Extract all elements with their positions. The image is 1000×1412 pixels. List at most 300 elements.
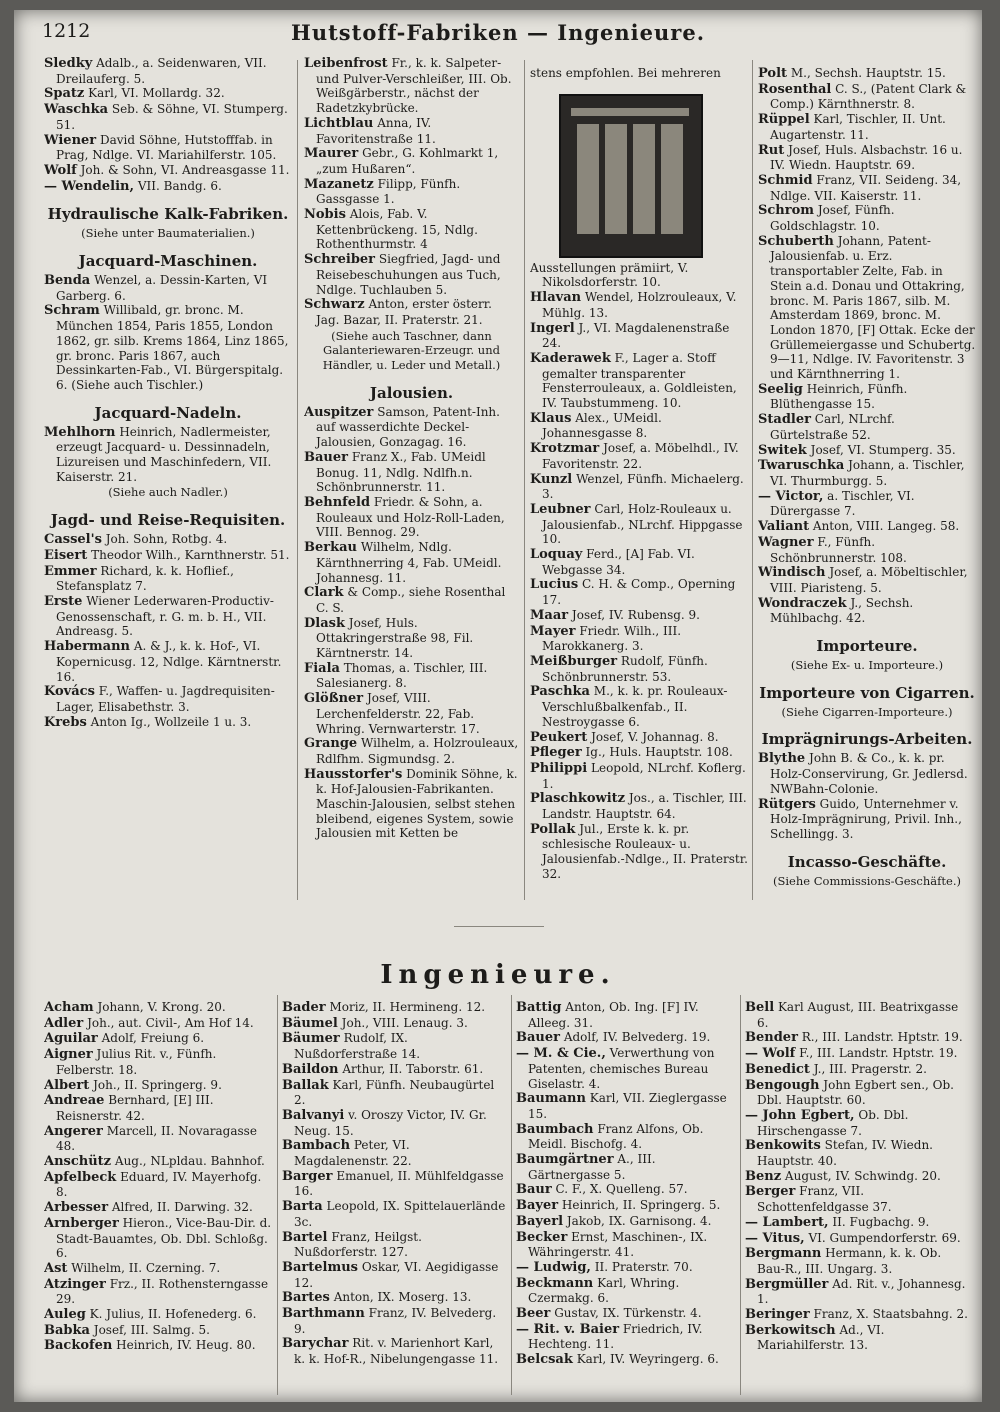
- column-rule: [297, 60, 298, 900]
- entry-name: Barychar: [282, 1336, 349, 1352]
- entry-details: Josef, a. Möbelhdl., IV. Favoritenstr. 22.: [542, 441, 739, 471]
- entry-name: — M. & Cie.,: [516, 1046, 606, 1062]
- entry-details: R., III. Landstr. Hptstr. 19.: [801, 1030, 963, 1045]
- directory-entry: [516, 1091, 736, 1121]
- entry-name: Barger: [282, 1168, 333, 1184]
- directory-entry: [44, 1031, 272, 1047]
- entry-details: Josef, III. Salmg. 5.: [93, 1322, 210, 1337]
- directory-entry: [44, 56, 292, 86]
- entry-details: Verwerthung von Patenten, chemisches Bureau Giselastr. 4.: [528, 1046, 715, 1091]
- entry-name: Auleg: [44, 1307, 86, 1323]
- entry-name: Kunzl: [530, 471, 573, 487]
- directory-entry: [745, 1307, 971, 1323]
- entry-name: Blythe: [758, 751, 806, 767]
- section-heading: Incasso-Geschäfte.: [787, 852, 947, 871]
- directory-entry: [44, 684, 292, 714]
- entry-continuation: stens empfohlen. Bei mehreren: [530, 66, 721, 80]
- directory-entry: [282, 1306, 506, 1336]
- directory-entry: [44, 133, 292, 163]
- directory-entry: [745, 1184, 971, 1214]
- entry-name: Arnberger: [44, 1215, 119, 1231]
- entry-details: Johann, V. Krong. 20.: [97, 1000, 226, 1014]
- entry-name: Wolf: [44, 162, 77, 178]
- entry-name: Bartelmus: [282, 1259, 359, 1275]
- directory-entry: [745, 1078, 971, 1108]
- entry-name: Bauer: [304, 449, 348, 465]
- entry-name: Leibenfrost: [304, 56, 388, 71]
- entry-name: Mehlhorn: [44, 424, 116, 440]
- section-heading: Hydraulische Kalk-Fabriken.: [47, 205, 289, 224]
- entry-name: Twaruschka: [758, 458, 845, 474]
- entry-details: Seb. & Söhne, VI. Stumperg. 51.: [56, 102, 288, 132]
- entry-details: M., Sechsh. Hauptstr. 15.: [790, 66, 946, 80]
- directory-entry: [758, 596, 976, 626]
- directory-entry: [282, 1290, 506, 1306]
- entry-name: Benkowits: [745, 1138, 821, 1154]
- entry-name: Schmid: [758, 172, 813, 188]
- directory-entry: [304, 616, 519, 661]
- directory-entry: [304, 56, 519, 116]
- directory-entry: [304, 297, 519, 327]
- directory-entry: [516, 1046, 736, 1091]
- entry-name: Mazanetz: [304, 176, 374, 192]
- entry-details: Anton, IX. Moserg. 13.: [333, 1290, 472, 1305]
- entry-name: Lichtblau: [304, 115, 374, 131]
- entry-name: — Wolf: [745, 1046, 796, 1062]
- directory-entry: [530, 822, 748, 882]
- directory-entry: [516, 1000, 736, 1030]
- entry-details: Fr., k. k. Salpeter- und Pulver-Verschleißer, III. Ob. Weißgärberstr., nächst der Radetzkybrücke.: [316, 56, 512, 116]
- entry-name: Polt: [758, 66, 788, 81]
- entry-name: Ingerl: [530, 320, 575, 336]
- entry-details: Adalb., a. Seidenwaren, VII. Dreilauferg. 5.: [56, 56, 267, 86]
- directory-entry: [304, 177, 519, 207]
- entry-details: J., VI. Magdalenenstraße 24.: [542, 320, 730, 351]
- section-heading-ingenieure: Ingenieure.: [380, 960, 616, 990]
- directory-entry: [530, 745, 748, 761]
- directory-entry: [44, 639, 292, 684]
- entry-name: Paschka: [530, 684, 590, 700]
- entry-details: Ob. Dbl. Hirschengasse 7.: [757, 1107, 909, 1138]
- directory-entry: [304, 450, 519, 495]
- entry-name: Berkau: [304, 540, 357, 556]
- entry-details: Josef, VIII. Lerchenfelderstr. 22, Fab. Whring. Vernwarterstr. 17.: [316, 691, 480, 736]
- directory-entry: [44, 163, 292, 179]
- entry-name: Anschütz: [44, 1154, 112, 1170]
- entry-name: Leubner: [530, 501, 591, 517]
- entry-details: Joh. Sohn, Rotbg. 4.: [105, 532, 228, 547]
- directory-entry: [44, 594, 292, 639]
- directory-entry: [516, 1322, 736, 1352]
- entry-details: J., III. Pragerstr. 2.: [813, 1061, 927, 1076]
- entry-name: — Ludwig,: [516, 1259, 591, 1275]
- entry-details: Stefan, IV. Wiedn. Hauptstr. 40.: [757, 1138, 933, 1169]
- directory-entry: [758, 443, 976, 459]
- entry-name: Rosenthal: [758, 81, 832, 97]
- entry-details: Julius Rit. v., Fünfh. Felberstr. 18.: [56, 1047, 217, 1077]
- entry-name: Bader: [282, 1000, 326, 1015]
- entry-name: Rut: [758, 142, 785, 158]
- directory-entry: [516, 1352, 736, 1368]
- entry-details: Aug., NLpldau. Bahnhof.: [114, 1154, 265, 1169]
- entry-name: Habermann: [44, 639, 130, 655]
- entry-details: Theodor Wilh., Karnthnerstr. 51.: [91, 547, 290, 562]
- entry-details: Carl, Holz-Rouleaux u. Jalousienfab., NLrchf. Hippgasse 10.: [542, 501, 743, 547]
- entry-details: Filipp, Fünfh. Gassgasse 1.: [316, 176, 461, 207]
- entry-details: Ad. Rit. v., Johannesg. 1.: [757, 1276, 966, 1307]
- entry-details: Karl, VII. Zieglergasse 15.: [528, 1091, 727, 1121]
- entry-name: Berger: [745, 1184, 796, 1200]
- entry-details: Anna, IV. Favoritenstraße 11.: [316, 115, 436, 146]
- entry-name: Wondraczek: [758, 595, 847, 611]
- page-title: Hutstoff-Fabriken — Ingenieure.: [290, 20, 705, 45]
- directory-entry: [282, 1000, 506, 1016]
- directory-entry: [282, 1169, 506, 1199]
- entry-details: Anton, erster österr. Jag. Bazar, II. Praterstr. 21.: [316, 297, 492, 327]
- entry-name: Cassel's: [44, 532, 102, 548]
- entry-name: Bender: [745, 1030, 798, 1046]
- directory-entry: [516, 1182, 736, 1198]
- entry-details: Joh., VIII. Lenaug. 3.: [341, 1015, 468, 1030]
- cross-reference-note: (Siehe Commissions-Geschäfte.): [773, 873, 961, 888]
- cross-reference-note: (Siehe Ex- u. Importeure.): [790, 658, 944, 673]
- entry-name: Battig: [516, 1000, 562, 1015]
- entry-name: Bartes: [282, 1290, 330, 1306]
- entry-name: Benda: [44, 273, 91, 289]
- entry-details: John B. & Co., k. k. pr. Holz-Conservirung, Gr. Jedlersd. NWBahn-Colonie.: [770, 751, 968, 796]
- entry-name: Meißburger: [530, 653, 618, 669]
- entry-name: Barta: [282, 1199, 323, 1215]
- entry-details: Heinrich, Fünfh. Blüthengasse 15.: [770, 381, 908, 412]
- entry-name: Bartel: [282, 1229, 328, 1245]
- entry-name: Behnfeld: [304, 494, 371, 510]
- entry-details: Joh. & Sohn, VI. Andreasgasse 11.: [80, 162, 290, 177]
- directory-entry: [282, 1016, 506, 1032]
- directory-entry: [282, 1230, 506, 1260]
- directory-entry: [304, 146, 519, 176]
- entry-details: C. S., (Patent Clark & Comp.) Kärnthnerstr. 8.: [770, 81, 967, 112]
- entry-details: Josef, V. Johannag. 8.: [591, 729, 719, 744]
- directory-entry: [758, 535, 976, 565]
- entry-name: Rüppel: [758, 112, 810, 128]
- entry-name: Mayer: [530, 623, 576, 639]
- directory-entry: [44, 1124, 272, 1154]
- entry-name: Baumann: [516, 1091, 586, 1107]
- section-heading: Jacquard-Nadeln.: [94, 403, 242, 422]
- entry-details: II. Praterstr. 70.: [594, 1259, 693, 1274]
- entry-details: Rudolf, Fünfh. Schönbrunnerstr. 53.: [542, 653, 708, 684]
- entry-name: Bäumer: [282, 1031, 340, 1047]
- entry-name: Dlask: [304, 615, 345, 631]
- entry-details: John Egbert sen., Ob. Dbl. Hauptstr. 60.: [757, 1077, 954, 1108]
- entry-name: Rütgers: [758, 796, 816, 812]
- entry-name: Arbesser: [44, 1200, 109, 1216]
- entry-details: Josef, Huls. Alsbachstr. 16 u. IV. Wiedn. Hauptstr. 69.: [770, 142, 963, 173]
- directory-entry: [745, 1246, 971, 1276]
- directory-entry: [44, 86, 292, 102]
- entry-details: K. Julius, II. Hofenederg. 6.: [89, 1307, 257, 1322]
- entry-name: Beckmann: [516, 1275, 594, 1291]
- directory-entry: [304, 207, 519, 252]
- directory-entry: [530, 547, 748, 577]
- entry-details: Heinrich, Nadlermeister, erzeugt Jacquard- u. Dessinnadeln, Lizureisen und Maschinfedern, VII. Kaiserstr. 21.: [56, 424, 272, 484]
- directory-entry: [758, 797, 976, 842]
- directory-entry: [530, 624, 748, 654]
- entry-name: Wagner: [758, 534, 814, 550]
- directory-entry: [44, 425, 292, 485]
- entry-name: Wiener: [44, 132, 97, 148]
- directory-entry: [282, 1138, 506, 1168]
- entry-name: — Wendelin,: [44, 178, 135, 194]
- section-heading: Importeure.: [816, 637, 918, 656]
- cross-reference-note: (Siehe unter Baumaterialien.): [81, 226, 255, 241]
- directory-entry: [745, 1231, 971, 1247]
- directory-entry: [44, 1307, 272, 1323]
- entry-name: Benz: [745, 1168, 782, 1184]
- directory-entry: [44, 1000, 272, 1016]
- entry-name: Valiant: [758, 519, 810, 535]
- entry-name: Loquay: [530, 547, 583, 563]
- entry-details: Frz., II. Rothensterngasse 29.: [56, 1276, 269, 1307]
- lower-column-2: [282, 1000, 506, 1367]
- entry-continuation: Ausstellungen prämiirt, V. Nikolsdorferstr. 10.: [530, 260, 689, 290]
- cross-reference-note: (Siehe auch Taschner, dann Galanteriewaren-Erzeugr. und Händler, u. Leder und Metall.): [322, 328, 501, 373]
- entry-details: Josef, IV. Rubensg. 9.: [571, 607, 700, 622]
- entry-details: Friedrich, IV. Hechteng. 11.: [528, 1321, 703, 1352]
- directory-entry: [516, 1306, 736, 1322]
- directory-entry: [758, 519, 976, 535]
- entry-name: Pollak: [530, 821, 576, 837]
- lower-column-1: [44, 1000, 272, 1354]
- entry-name: Klaus: [530, 410, 572, 426]
- directory-entry: [516, 1198, 736, 1214]
- entry-details: Wiener Lederwaren-Productiv-Genossenschaft, r. G. m. b. H., VII. Andreasg. 5.: [56, 593, 274, 639]
- column-rule: [524, 60, 525, 900]
- entry-details: A. & J., k. k. Hof-, VI. Kopernicusg. 12, Ndlge. Kärntnerstr. 16.: [56, 639, 282, 684]
- directory-entry: [516, 1260, 736, 1276]
- entry-details: Franz X., Fab. UMeidl Bonug. 11, Ndlg. Ndlfh.n. Schönbrunnerstr. 11.: [316, 449, 486, 495]
- directory-entry: [745, 1169, 971, 1185]
- entry-name: Schram: [44, 303, 100, 319]
- entry-details: Emanuel, II. Mühlfeldgasse 16.: [294, 1168, 504, 1199]
- directory-entry: [282, 1062, 506, 1078]
- entry-details: Friedr. & Sohn, a. Rouleaux und Holz-Roll-Laden, VIII. Bennog. 29.: [316, 494, 505, 540]
- entry-name: Hlavan: [530, 290, 582, 306]
- directory-entry: [745, 1323, 971, 1353]
- directory-entry: [758, 382, 976, 412]
- entry-name: — Victor,: [758, 488, 824, 504]
- directory-entry: [282, 1031, 506, 1061]
- entry-name: Bauer: [516, 1030, 560, 1046]
- entry-name: Becker: [516, 1229, 568, 1245]
- entry-details: a. Tischler, VI. Dürergasse 7.: [770, 488, 915, 519]
- entry-details: Josef, Fünfh. Goldschlagstr. 10.: [770, 203, 895, 234]
- entry-name: Backofen: [44, 1338, 113, 1354]
- entry-name: Bayer: [516, 1198, 559, 1214]
- directory-entry: [530, 351, 748, 411]
- entry-details: Jul., Erste k. k. pr. schlesische Rouleaux- u. Jalousienfab.-Ndlge., II. Praterstr. 32.: [542, 821, 748, 881]
- section-heading: Jalousien.: [369, 383, 454, 402]
- directory-entry: [530, 761, 748, 791]
- entry-name: Sledky: [44, 56, 93, 71]
- entry-name: Philippi: [530, 760, 588, 776]
- entry-details: Alfred, II. Darwing. 32.: [111, 1200, 253, 1215]
- directory-entry: [44, 179, 292, 195]
- entry-name: Balvanyi: [282, 1107, 345, 1123]
- entry-name: Peukert: [530, 729, 588, 745]
- directory-entry: [758, 203, 976, 233]
- directory-entry: [44, 1338, 272, 1354]
- entry-name: Spatz: [44, 86, 85, 102]
- entry-details: Ig., Huls. Hauptstr. 108.: [585, 745, 733, 760]
- entry-name: Eisert: [44, 547, 88, 563]
- directory-entry: [516, 1030, 736, 1046]
- entry-details: Hermann, k. k. Ob. Bau-R., III. Ungarg. 3.: [757, 1246, 942, 1276]
- directory-entry: [530, 321, 748, 351]
- entry-details: Bernhard, [E] III. Reisnerstr. 42.: [56, 1093, 214, 1123]
- entry-name: Aigner: [44, 1047, 93, 1063]
- entry-name: Angerer: [44, 1123, 103, 1139]
- entry-details: Adolf, Freiung 6.: [101, 1031, 205, 1046]
- directory-entry: [530, 411, 748, 441]
- directory-entry: [44, 564, 292, 594]
- directory-entry: [304, 540, 519, 585]
- entry-name: Adler: [44, 1015, 84, 1031]
- entry-name: — John Egbert,: [745, 1107, 855, 1123]
- entry-name: Plaschkowitz: [530, 791, 626, 807]
- entry-name: Andreae: [44, 1093, 105, 1109]
- directory-entry: [44, 1323, 272, 1339]
- entry-details: Friedr. Wilh., III. Marokkanerg. 3.: [542, 623, 682, 654]
- entry-name: Fiala: [304, 660, 340, 676]
- entry-details: Joh., II. Springerg. 9.: [93, 1077, 222, 1092]
- entry-details: C. F., X. Quelleng. 57.: [555, 1182, 688, 1197]
- entry-name: Kovács: [44, 684, 95, 700]
- entry-details: Oskar, VI. Aegidigasse 12.: [294, 1259, 499, 1290]
- entry-name: — Rit. v. Baier: [516, 1321, 620, 1337]
- directory-entry: [530, 577, 748, 607]
- entry-name: Stadler: [758, 412, 811, 428]
- lower-column-4: [745, 1000, 971, 1353]
- directory-entry: [745, 1277, 971, 1307]
- entry-name: Seelig: [758, 381, 803, 397]
- entry-details: Franz, X. Staatsbahng. 2.: [813, 1307, 968, 1322]
- entry-name: Kaderawek: [530, 350, 611, 366]
- entry-name: Waschka: [44, 102, 109, 118]
- directory-entry: [758, 66, 976, 82]
- entry-details: Johann, a. Tischler, VI. Thurmburgg. 5.: [770, 458, 965, 488]
- entry-name: Barthmann: [282, 1306, 365, 1322]
- entry-name: Baur: [516, 1182, 552, 1198]
- entry-name: Bayerl: [516, 1213, 564, 1229]
- entry-details: Siegfried, Jagd- und Reisebeschuhungen aus Tuch, Ndlge. Tuchlauben 5.: [316, 252, 501, 297]
- entry-name: Aguilar: [44, 1031, 98, 1047]
- entry-name: Schwarz: [304, 297, 365, 313]
- entry-details: Guido, Unternehmer v. Holz-Imprägnirung, Privil. Inh., Schellingg. 3.: [770, 796, 962, 841]
- directory-entry: [304, 736, 519, 766]
- entry-name: Albert: [44, 1077, 90, 1093]
- entry-name: Bambach: [282, 1138, 351, 1154]
- section-heading: Imprägnirungs-Arbeiten.: [761, 730, 973, 749]
- directory-page: [14, 10, 982, 1402]
- entry-details: Ernst, Maschinen-, IX. Währingerstr. 41.: [528, 1229, 708, 1260]
- entry-details: Ad., VI. Mariahilferstr. 13.: [757, 1322, 885, 1353]
- entry-details: Wenzel, a. Dessin-Karten, VI Garberg. 6.: [56, 273, 268, 303]
- entry-details: Marcell, II. Novaragasse 48.: [56, 1123, 257, 1154]
- directory-entry: [530, 791, 748, 821]
- entry-details: Franz, IV. Belvederg. 9.: [294, 1306, 497, 1336]
- entry-details: Richard, k. k. Hoflief., Stefansplatz 7.: [56, 563, 234, 594]
- directory-entry: [745, 1046, 971, 1062]
- entry-name: Schrom: [758, 203, 815, 219]
- directory-entry: [516, 1276, 736, 1306]
- entry-details: Thomas, a. Tischler, III. Salesianerg. 8.: [316, 660, 488, 691]
- section-heading: Jagd- und Reise-Requisiten.: [50, 511, 286, 530]
- section-divider: [454, 926, 544, 927]
- directory-entry: [516, 1230, 736, 1260]
- directory-entry: [282, 1336, 506, 1366]
- column-rule: [740, 995, 741, 1395]
- upper-column-1: [44, 56, 292, 730]
- entry-details: David Söhne, Hutstofffab. in Prag, Ndlge. VI. Mariahilferstr. 105.: [56, 132, 277, 163]
- entry-name: Atzinger: [44, 1276, 106, 1292]
- entry-details: Josef, Huls. Ottakringerstraße 98, Fil. Kärntnerstr. 14.: [316, 615, 474, 661]
- directory-entry: [758, 565, 976, 595]
- directory-entry: [304, 661, 519, 691]
- entry-details: Alois, Fab. V. Kettenbrückeng. 15, Ndlg. Rothenthurmstr. 4: [316, 207, 478, 252]
- entry-name: Bäumel: [282, 1015, 338, 1031]
- column-rule: [277, 995, 278, 1395]
- directory-entry: [758, 489, 976, 519]
- entry-details: Gebr., G. Kohlmarkt 1, „zum Hußaren“.: [316, 146, 499, 176]
- directory-entry: [304, 585, 519, 615]
- section-heading: Importeure von Cigarren.: [759, 683, 975, 702]
- directory-entry: [304, 116, 519, 146]
- entry-details: Rit. v. Marienhort Karl, k. k. Hof-R., Nibelungengasse 11.: [294, 1336, 499, 1367]
- directory-entry: [282, 1108, 506, 1138]
- directory-entry: [44, 1047, 272, 1077]
- entry-details: Hieron., Vice-Bau-Dir. d. Stadt-Bauamtes, Ob. Dbl. Schloßg. 6.: [56, 1215, 272, 1261]
- directory-entry: [44, 548, 292, 564]
- entry-details: Karl, Whring. Czermakg. 6.: [528, 1275, 680, 1306]
- entry-details: Peter, VI. Magdalenenstr. 22.: [294, 1138, 412, 1169]
- entry-details: Rudolf, IX. Nußdorferstraße 14.: [294, 1031, 421, 1062]
- entry-name: Baildon: [282, 1061, 339, 1077]
- entry-details: Josef, a. Möbeltischler, VIII. Piaristeng. 5.: [770, 565, 968, 595]
- directory-entry: [758, 173, 976, 203]
- upper-column-3: [530, 66, 748, 882]
- page-number: 1212: [42, 20, 91, 42]
- entry-details: Samson, Patent-Inh. auf wasserdichte Deckel-Jalousien, Gonzagag. 16.: [316, 404, 500, 450]
- directory-entry: [44, 1170, 272, 1200]
- entry-details: Carl, NLrchf. Gürtelstraße 52.: [770, 412, 895, 442]
- entry-name: Apfelbeck: [44, 1169, 117, 1185]
- entry-details: Franz, Heilgst. Nußdorferstr. 127.: [294, 1229, 422, 1260]
- entry-name: Erste: [44, 593, 83, 609]
- upper-column-2: [304, 56, 519, 841]
- entry-details: Leopold, NLrchf. Koflerg. 1.: [542, 760, 746, 791]
- entry-details: August, IV. Schwindg. 20.: [784, 1168, 941, 1183]
- entry-name: Schuberth: [758, 233, 834, 249]
- directory-entry: [304, 495, 519, 540]
- directory-entry: [758, 82, 976, 112]
- entry-details: F., Fünfh. Schönbrunnerstr. 108.: [770, 534, 907, 565]
- entry-details: Anton Ig., Wollzeile 1 u. 3.: [90, 714, 252, 729]
- entry-details: Franz, VII. Seideng. 34, Ndlge. VII. Kaiserstr. 11.: [770, 172, 962, 203]
- directory-entry: [304, 405, 519, 450]
- directory-entry: [516, 1122, 736, 1152]
- entry-details: Adolf, IV. Belvederg. 19.: [563, 1030, 711, 1045]
